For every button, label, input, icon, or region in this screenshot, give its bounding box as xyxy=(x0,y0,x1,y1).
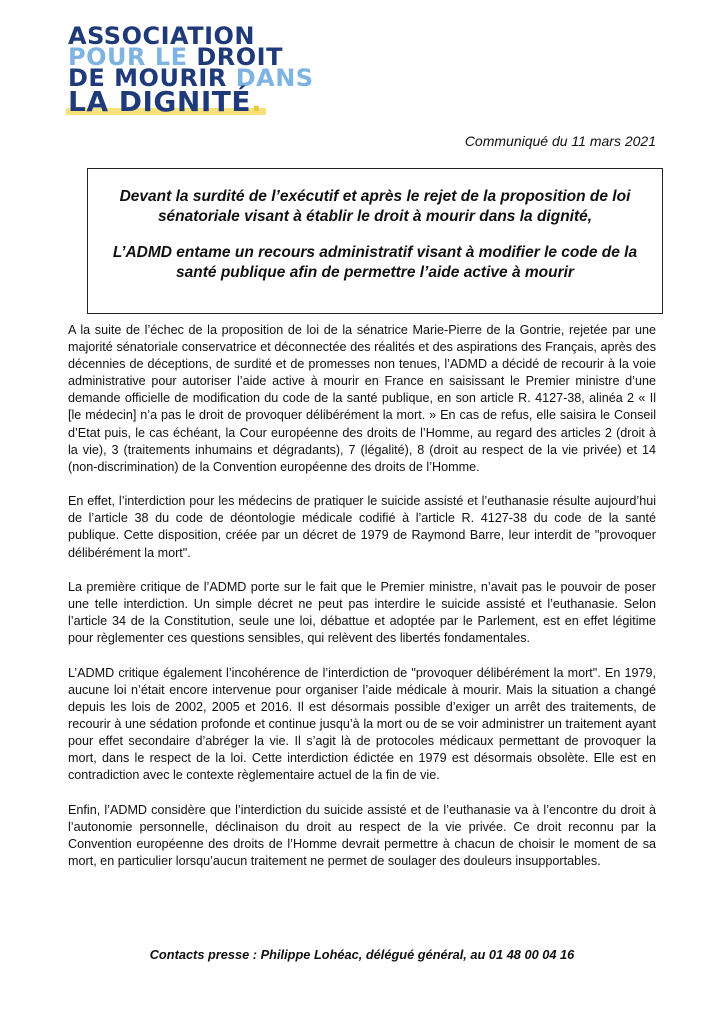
body-paragraph: En effet, l’interdiction pour les médecins de pratiquer le suicide assisté et l’euthanasie résulte aujourd’hui de l’article 38 du code de déontologie médicale codifié à l’article R. 4127-38 du code de la santé publique. Cette disposition, créée par un décret de 1979 de Raymond Barre, leur interdit de "provoquer délibérément la mort". xyxy=(68,494,656,560)
headline-main: L’ADMD entame un recours administratif visant à modifier le code de la santé publique afin de permettre l’aide active à mourir xyxy=(112,244,638,281)
body-paragraph: L’ADMD critique également l’incohérence de l’interdiction de "provoquer délibérément la mort". En 1979, aucune loi n’était encore intervenue pour organiser l’aide médicale à mourir. Mais la situation a changé depuis les lois de 2002, 2005 et 2016. Il est désormais possible d’exiger un arrêt des traitements, de recourir à une sédation profonde et continue jusqu’à la mort ou de se voir administrer un traitement ayant pour effet secondaire d’abréger la vie. Il s’agit là de protocoles médicaux permettant de provoquer la mort, dans le respect de la loi. Cette interdiction édictée en 1979 est désormais obsolète. Elle est en contradiction avec le contexte règlementaire actuel de la fin de vie. xyxy=(68,665,656,783)
body-paragraph: Enfin, l’ADMD considère que l’interdiction du suicide assisté et de l’euthanasie va à l’encontre du droit à l’autonomie personnelle, déclinaison du droit au respect de la vie privée. Ce droit reconnu par la Convention européenne des droits de l’Homme devrait permettre à chacun de choisir le moment de sa mort, en particulier lorsqu’aucun traitement ne permet de soulager des douleurs insupportables. xyxy=(68,802,656,869)
press-release-body xyxy=(68,322,656,888)
press-release-date: Communiqué du 11 mars 2021 xyxy=(464,133,656,149)
body-paragraph: La première critique de l’ADMD porte sur le fait que le Premier ministre, n’avait pas le pouvoir de poser une telle interdiction. Un simple décret ne peut pas interdire le suicide assisté et l’euthanasie. Selon l’article 34 de la Constitution, seule une loi, débattue et adoptée par le Parlement, est en effet légitime pour règlementer ces questions sensibles, qui relèvent des libertés fondamentales. xyxy=(68,580,656,646)
association-logo xyxy=(68,22,314,118)
logo-line-1: ASSOCIATION xyxy=(68,22,256,50)
headline-box xyxy=(87,168,663,314)
logo-de-mourir: DE MOURIR xyxy=(68,64,236,92)
logo-line-4 xyxy=(68,85,263,118)
logo-pour-le: POUR LE xyxy=(68,43,197,71)
body-paragraph: A la suite de l’échec de la proposition de loi de la sénatrice Marie-Pierre de la Gontrie, rejetée par une majorité sénatoriale conservatrice et déconnectée des réalités et des aspirations des Français, après des décennies de déceptions, de surdité et de promesses non tenues, l’ADMD a décidé de recourir à la voie administrative pour autoriser l’aide active à mourir en France en saisissant le Premier ministre d’une demande officielle de modification du code de la santé publique, en son article R. 4127-38, alinéa 2 « Il [le médecin] n’a pas le droit de provoquer délibérément la mort. » En cas de refus, elle saisira le Conseil d’Etat puis, le cas échéant, la Cour européenne des droits de l’Homme, au regard des articles 2 (droit à la vie), 3 (traitements inhumains et dégradants), 7 (légalité), 8 (droit au respect de la vie privée) et 14 (non-discrimination) de la Convention européenne des droits de l’Homme. xyxy=(68,323,656,474)
logo-droit: DROIT xyxy=(196,43,283,71)
press-contact: Contacts presse : Philippe Lohéac, délégué général, au 01 48 00 04 16 xyxy=(149,947,575,962)
logo-la-dignite: LA DIGNITÉ xyxy=(68,85,251,118)
logo-dot: . xyxy=(250,85,263,118)
headline-intro: Devant la surdité de l’exécutif et après le rejet de la proposition de loi sénatoriale visant à établir le droit à mourir dans la dignité, xyxy=(119,188,631,225)
logo-dans: DANS xyxy=(235,64,314,92)
